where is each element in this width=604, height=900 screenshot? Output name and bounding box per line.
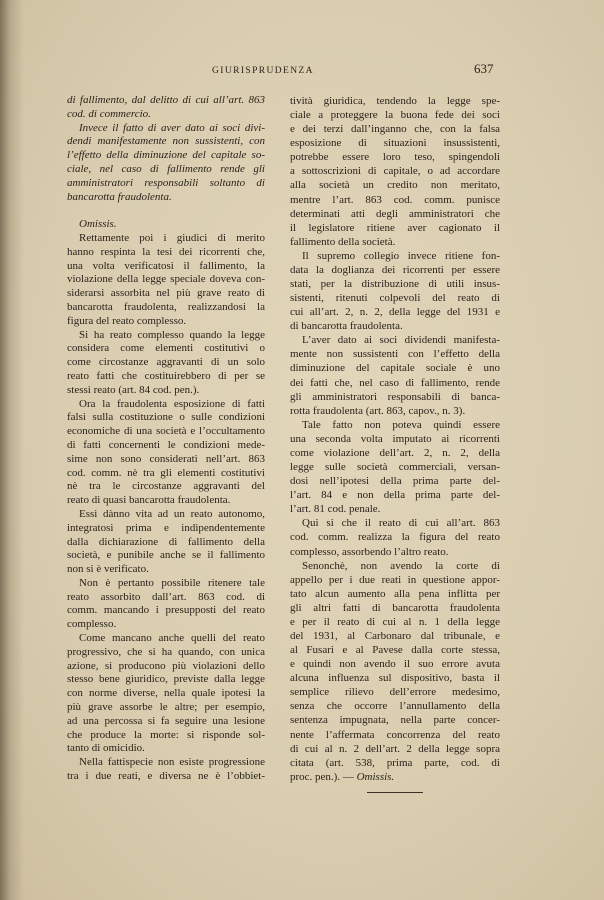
text-line: considera come elementi costitutivi o (67, 342, 265, 355)
omissis-opening: Omissis. (79, 218, 117, 231)
text-line: alla società un credito non meritato, (290, 179, 500, 192)
text-line: mente non sussistenti con l’effetto della (290, 348, 500, 361)
text-line: sistenti, ritenuti colpevoli del reato di (290, 292, 500, 305)
text-line: una seconda volta imputato ai ricorrenti (290, 432, 500, 445)
text-line: progressivo, che si ha quando, con unica (67, 645, 265, 658)
text-line: sime non sono considerati nell’art. 863 (67, 452, 265, 465)
text-line: ciale a proteggere la buona fede dei soci (290, 109, 500, 122)
text-line: senza che occorre l’annullamento della (290, 700, 500, 713)
text-line: cod. di commercio. (67, 107, 151, 120)
paragraph (290, 516, 500, 558)
text-line: complesso, assorbendo l’altro reato. (290, 545, 449, 558)
text-line: Essi dànno vita ad un reato autonomo, (79, 507, 265, 520)
text-line: mentre l’art. 863 cod. comm. punisce (290, 193, 500, 206)
paragraph (290, 559, 500, 784)
paragraph (290, 333, 500, 417)
paragraph (67, 632, 265, 756)
text-line: appello per i due reati in questione appor- (290, 573, 500, 586)
text-line: nente l’affermata concorrenza del reato (290, 728, 500, 741)
paragraph (67, 94, 265, 122)
text-line: del 1931, al Carbonaro dal tribunale, e (290, 629, 500, 642)
text-line: esposizione di situazioni insussistenti, (290, 137, 500, 150)
text-line: l’effetto della diminuzione del capitale so- (67, 149, 265, 162)
text-line: Come mancano anche quelli del reato (79, 632, 265, 645)
text-line: dosi nell’ipotesi della prima parte del- (290, 475, 500, 488)
text-line: diminuzione del capitale sociale è uno (290, 362, 500, 375)
right-column (290, 94, 500, 784)
paragraph (67, 756, 265, 784)
massima-summary (67, 94, 265, 204)
paragraph (67, 329, 265, 398)
text-line: data la doglianza dei ricorrenti per essere (290, 263, 500, 276)
text-line: gli amministratori responsabili di banca- (290, 390, 500, 403)
text-line: Tale fatto non poteva quindi essere (302, 418, 500, 431)
text-line: L’aver dato ai soci dividendi manifesta- (302, 334, 500, 347)
text-line: di bancarotta fraudolenta. (290, 320, 403, 333)
text-line: Invece il fatto di aver dato ai soci divi- (79, 121, 265, 134)
text-line: potrebbe essere loro teso, spingendoli (290, 151, 500, 164)
text-line: semplice rilievo dell’errore medesimo, (290, 686, 500, 699)
closing-rule (367, 792, 423, 793)
text-line (290, 770, 500, 784)
text-line: tra i due reati, e diversa ne è l’obbiet- (67, 770, 265, 783)
text-line: Il supremo collegio invece ritiene fon- (302, 249, 500, 262)
text-line: come violazione dell’art. 2, n. 2, della (290, 446, 500, 459)
text-line: ad una percossa si fa seguire una lesione (67, 714, 265, 727)
paragraph (290, 94, 500, 249)
text-line: gli altri fatti di bancarotta fraudolenta (290, 601, 500, 614)
text-line: come circostanze aggravanti di un solo (67, 356, 265, 369)
text-line: bancarotta fraudolenta, realizzandosi la (67, 300, 265, 313)
omissis-closing: Omissis. (356, 770, 395, 783)
text-line: Senonchè, non avendo la corte di (302, 559, 500, 572)
paragraph (67, 232, 265, 329)
text-line: dendi manifestamente non sussistenti, con (67, 135, 265, 148)
paragraph (67, 577, 265, 632)
text-line: ciale, nel caso di fallimento rende gli (67, 162, 265, 175)
paragraph (290, 418, 500, 517)
text-line: con norme diverse, nella quale ipotesi la (67, 687, 265, 700)
text-line: di fatti concernenti le condizioni mede- (67, 438, 265, 451)
paragraph (290, 249, 500, 333)
text-line: tività giuridica, tendendo la legge spe- (290, 95, 500, 107)
text-line: falsi sulla costituzione o sulle condizioni (67, 411, 265, 424)
text-line: stati, per la distribuzione di utili insus- (290, 278, 500, 291)
text-line: una volta verificatosi il fallimento, la (67, 259, 265, 272)
text-line: stessi reato (art. 84 cod. pen.). (67, 383, 200, 396)
text-line: nè tra le circostanze aggravanti del (67, 480, 265, 493)
text-line: che produce la morte: si risponde sol- (67, 728, 265, 741)
text-line: più grave assorbe le altre; per esempio, (67, 701, 265, 714)
text-line: siderarsi assorbita nel più grave reato di (67, 287, 265, 300)
text-line: Rettamente poi i giudici di merito (79, 231, 265, 244)
text-line: dalla dichiarazione di fallimento della (67, 535, 265, 548)
text-line: l’art. 84 e non della prima parte del- (290, 489, 500, 502)
text-line: stesso bene giuridico, previste dalla legge (67, 673, 265, 686)
text-line: tanto di omicidio. (67, 742, 145, 755)
paragraph (67, 508, 265, 577)
text-line: società, e punibile anche se il fallimento (67, 549, 265, 562)
running-head: GIURISPRUDENZA (212, 66, 314, 76)
text-line: dei fatti che, nel caso di fallimento, rende (290, 376, 500, 389)
text-line: rotta fraudolenta (art. 863, capov., n. 3). (290, 404, 466, 417)
text-line: determinati atti degli amministratori che (290, 207, 500, 220)
text-line: il legislatore ritiene aver cagionato il (290, 221, 500, 234)
text-line: violazione della legge speciale doveva con- (67, 273, 265, 286)
text-line: reato fatti che costituirebbero di per se (67, 369, 265, 382)
text-line: hanno respinta la tesi dei ricorrenti che, (67, 245, 265, 258)
text-line: azione, si producono più violazioni dello (67, 659, 265, 672)
text-line: complesso. (67, 618, 117, 631)
text-line: cod. comm. nè tra gli elementi costitutivi (67, 466, 265, 479)
text-line: reato assorbito dall’art. 863 cod. di (67, 590, 265, 603)
text-line: di fallimento, dal delitto di cui all’art. 863 (67, 94, 265, 106)
text-line: Si ha reato complesso quando la legge (79, 328, 265, 341)
text-line: e per il reato di cui al n. 1 della legge (290, 615, 500, 628)
text-line: tato alcun aumento alla pena inflitta per (290, 587, 500, 600)
paragraph (67, 398, 265, 508)
text-line: e dei terzi dall’inganno che, con la falsa (290, 123, 500, 136)
text-line: e quindi non avendo il suo errore avuta (290, 658, 500, 671)
text-line: integratosi prima e indipendentemente (67, 521, 265, 534)
closing-text: proc. pen.). — (290, 770, 354, 783)
text-line: di cui al n. 2 dell’art. 2 della legge sopra (290, 742, 500, 755)
text-line: Nella fattispecie non esiste progressione (79, 756, 265, 769)
text-line: l’art. 81 cod. penale. (290, 503, 381, 516)
text-line: al Fusari e al Pavese dalla corte stessa, (290, 644, 500, 657)
text-line: amministratori responsabili soltanto di (67, 176, 265, 189)
text-line: reato di quasi bancarotta fraudolenta. (67, 494, 231, 507)
text-line: sentenza impugnata, nella parte concer- (290, 714, 500, 727)
left-column (67, 94, 265, 784)
text-line: figura del reato complesso. (67, 314, 187, 327)
text-line: Ora la fraudolenta esposizione di fatti (79, 397, 265, 410)
text-line: citata (art. 538, prima parte, cod. di (290, 756, 500, 769)
text-line: Qui si che il reato di cui all’art. 863 (302, 517, 500, 530)
text-line: legge sulle società commerciali, versan- (290, 461, 500, 474)
text-line: alcuna influenza sul dispositivo, basta il (290, 672, 500, 685)
text-line: comm. mancando i presupposti del reato (67, 604, 265, 617)
text-line: cui all’art. 2, n. 2, della legge del 1931 e (290, 306, 500, 319)
text-line: non si è verificato. (67, 563, 149, 576)
text-line: cod. comm. realizza la figura del reato (290, 531, 500, 544)
paragraph (67, 122, 265, 205)
page-number: 637 (474, 61, 494, 76)
text-line: economiche di una società e l’occultamento (67, 425, 265, 438)
text-line: a sottoscrizioni di capitale, o ad accordare (290, 165, 500, 178)
text-line: fallimento della società. (290, 235, 396, 248)
text-line: bancarotta fraudolenta. (67, 190, 172, 203)
text-line: Non è pertanto possibile ritenere tale (79, 576, 265, 589)
